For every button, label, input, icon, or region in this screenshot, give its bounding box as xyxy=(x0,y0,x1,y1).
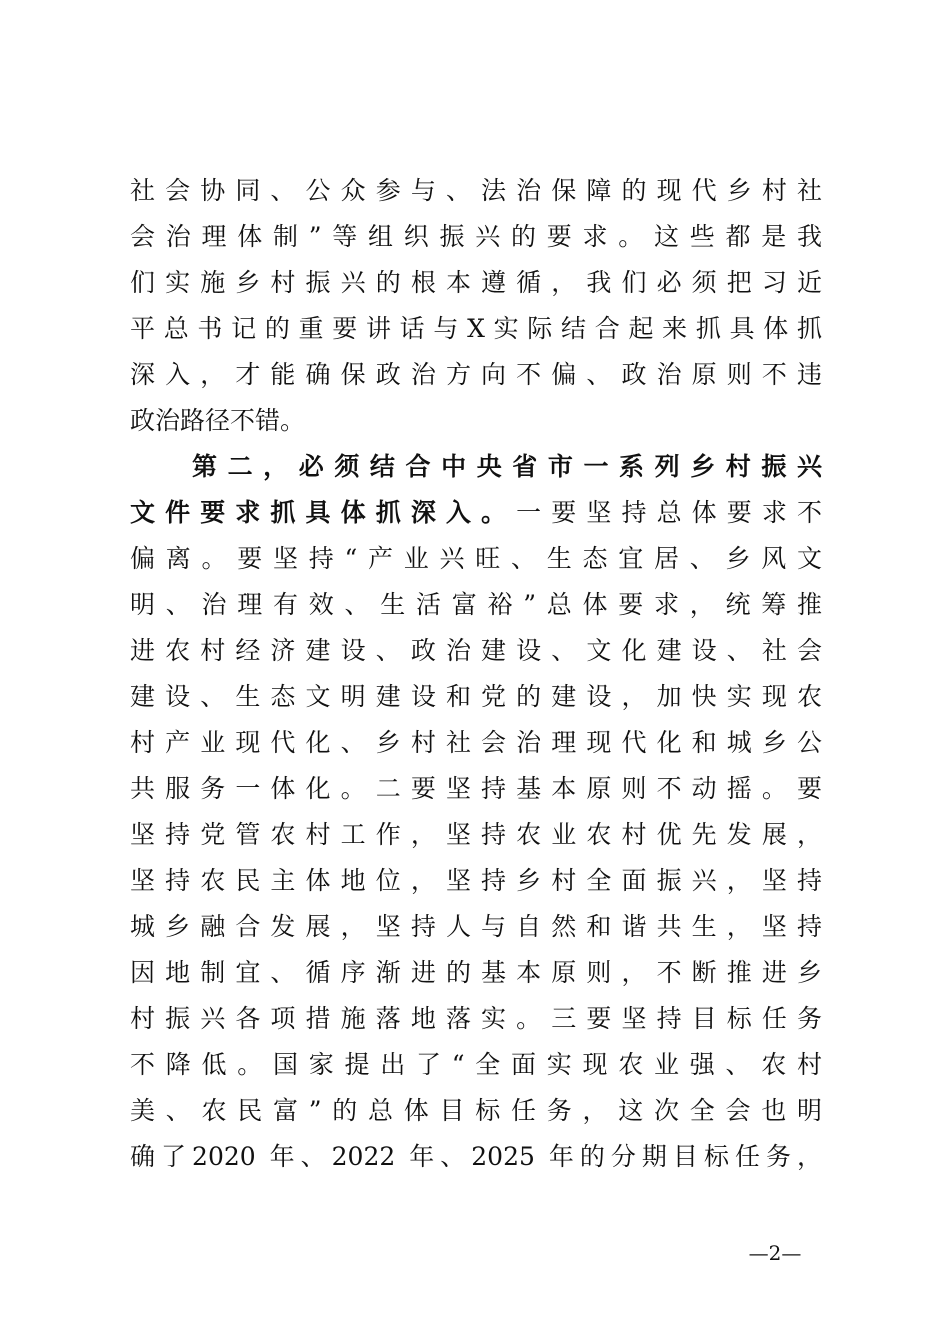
section-paragraph-line-3: 明、治理有效、生活富裕”总体要求，统筹推 xyxy=(130,590,822,619)
section-heading-line: 第二，必须结合中央省市一系列乡村振兴 xyxy=(192,452,822,481)
body-line-3: 们实施乡村振兴的根本遵循，我们必须把习近 xyxy=(130,268,822,297)
section-paragraph-line-1 xyxy=(130,490,822,536)
section-text-start: 一要坚持总体要求不 xyxy=(516,498,822,527)
section-paragraph-line-14: 美、农民富”的总体目标任务，这次全会也明 xyxy=(130,1096,822,1125)
page-number: —2— xyxy=(748,1241,802,1265)
section-paragraph-line-6: 村产业现代化、乡村社会治理现代化和城乡公 xyxy=(130,728,822,757)
section-paragraph-line-9: 坚持农民主体地位，坚持乡村全面振兴，坚持 xyxy=(130,866,822,895)
section-heading-continuation: 文件要求抓具体抓深入。 xyxy=(130,498,517,527)
section-paragraph-line-15: 确了2020 年、2022 年、2025 年的分期目标任务， xyxy=(130,1142,822,1171)
section-paragraph-line-4: 进农村经济建设、政治建设、文化建设、社会 xyxy=(130,636,822,665)
section-paragraph-line-11: 因地制宜、循序渐进的基本原则，不断推进乡 xyxy=(130,958,822,987)
section-paragraph-line-2: 偏离。要坚持“产业兴旺、生态宜居、乡风文 xyxy=(130,544,822,573)
section-paragraph-line-10: 城乡融合发展，坚持人与自然和谐共生，坚持 xyxy=(130,912,822,941)
section-paragraph-line-13: 不降低。国家提出了“全面实现农业强、农村 xyxy=(130,1050,822,1079)
section-paragraph-line-8: 坚持党管农村工作，坚持农业农村优先发展， xyxy=(130,820,822,849)
section-paragraph-line-7: 共服务一体化。二要坚持基本原则不动摇。要 xyxy=(130,774,822,803)
body-line-5: 深入，才能确保政治方向不偏、政治原则不违 xyxy=(130,360,822,389)
body-line-6: 政治路径不错。 xyxy=(130,406,306,435)
body-line-2: 会治理体制”等组织振兴的要求。这些都是我 xyxy=(130,222,822,251)
section-paragraph-line-5: 建设、生态文明建设和党的建设，加快实现农 xyxy=(130,682,822,711)
body-line-1: 社会协同、公众参与、法治保障的现代乡村社 xyxy=(130,176,822,205)
section-paragraph-line-12: 村振兴各项措施落地落实。三要坚持目标任务 xyxy=(130,1004,822,1033)
body-line-4: 平总书记的重要讲话与X实际结合起来抓具体抓 xyxy=(130,314,822,343)
